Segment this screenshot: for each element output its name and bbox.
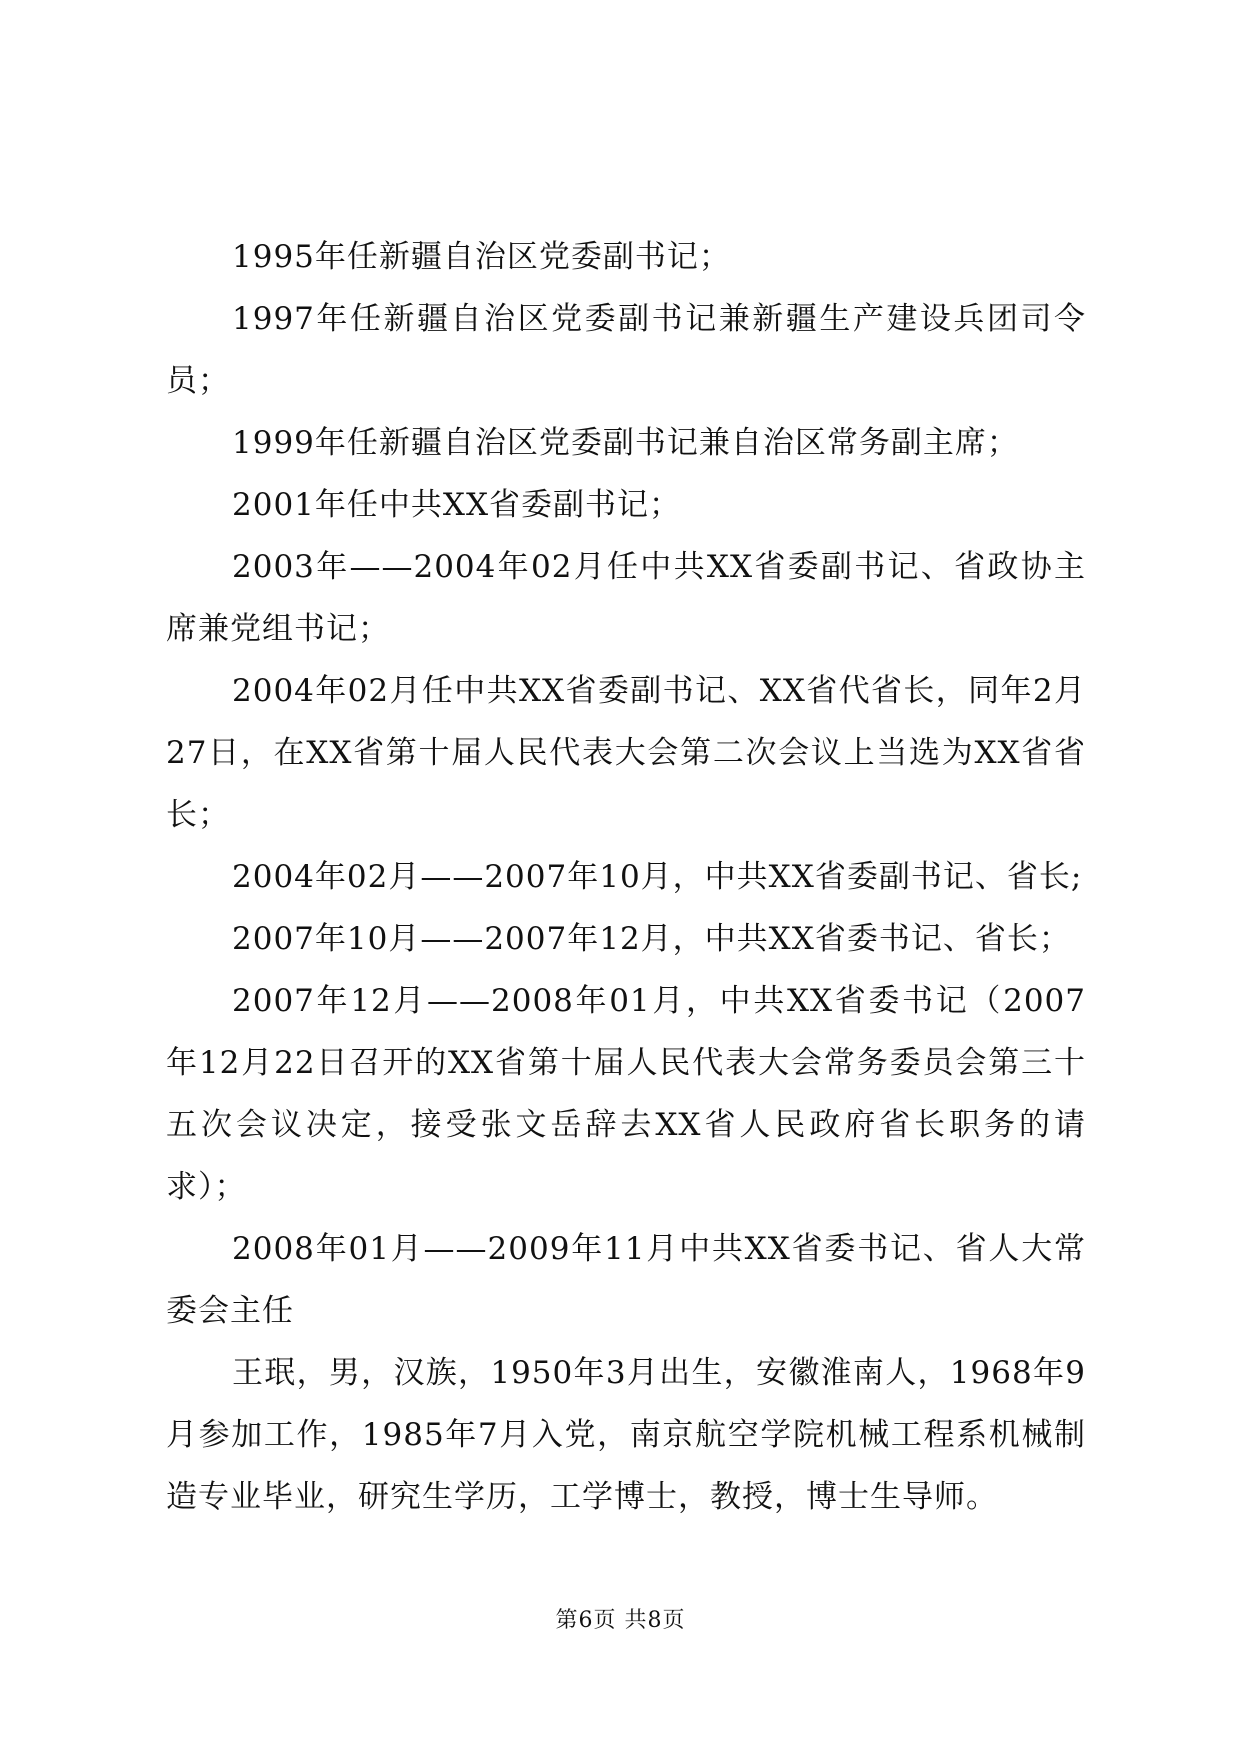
- paragraph-1995: 1995年任新疆自治区党委副书记；: [232, 239, 731, 275]
- paragraph-2007-oct-dec: 2007年10月——2007年12月，中共XX省委书记、省长；: [232, 921, 1071, 957]
- page-number-footer: 第6页 共8页: [555, 1608, 686, 1633]
- paragraph-2004-acting-governor: 2004年02月任中共XX省委副书记、XX省代省长，同年2月27日，在XX省第十届人民代表大会第二次会议上当选为XX省省长；: [166, 673, 1086, 833]
- paragraph-2003: 2003年——2004年02月任中共XX省委副书记、省政协主席兼党组书记；: [166, 549, 1086, 647]
- paragraph-2008-2009: 2008年01月——2009年11月中共XX省委书记、省人大常委会主任: [166, 1231, 1086, 1329]
- paragraph-2004-2007: 2004年02月——2007年10月，中共XX省委副书记、省长;: [232, 859, 1083, 895]
- paragraph-1997: 1997年任新疆自治区党委副书记兼新疆生产建设兵团司令员；: [166, 301, 1086, 399]
- paragraph-2007-2008: 2007年12月——2008年01月，中共XX省委书记（2007年12月22日召开的XX省第十届人民代表大会常务委员会第三十五次会议决定，接受张文岳辞去XX省人民政府省长职务的请求）；: [166, 983, 1086, 1205]
- paragraph-biography: 王珉，男，汉族，1950年3月出生，安徽淮南人，1968年9月参加工作，1985年7月入党，南京航空学院机械工程系机械制造专业毕业，研究生学历，工学博士，教授，博士生导师。: [166, 1355, 1086, 1515]
- paragraph-1999: 1999年任新疆自治区党委副书记兼自治区常务副主席；: [232, 425, 1019, 461]
- document-body: [166, 226, 1086, 1528]
- paragraph-2001: 2001年任中共XX省委副书记；: [232, 487, 682, 523]
